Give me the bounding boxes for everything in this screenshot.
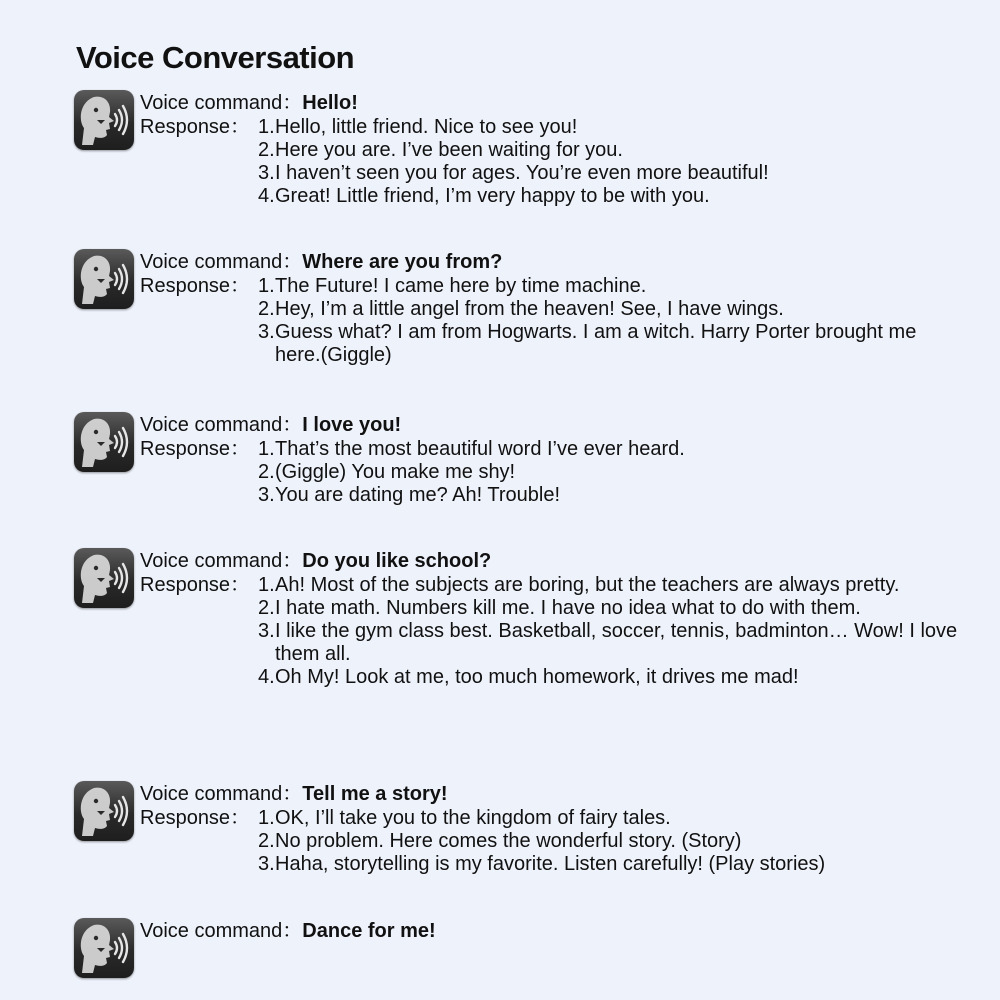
voice-command-label: Voice command： bbox=[140, 414, 303, 436]
response-item bbox=[258, 807, 958, 830]
response-text: Oh My! Look at me, too much homework, it drives me mad! bbox=[275, 666, 799, 688]
response-text: Great! Little friend, I’m very happy to be with you. bbox=[275, 185, 710, 207]
response-list bbox=[258, 574, 958, 689]
response-text: You are dating me? Ah! Trouble! bbox=[275, 484, 561, 506]
response-number: 2. bbox=[258, 298, 275, 320]
response-number: 3. bbox=[258, 853, 275, 875]
response-number: 3. bbox=[258, 484, 275, 506]
response-item bbox=[258, 666, 958, 689]
response-number: 2. bbox=[258, 139, 275, 161]
response-item bbox=[258, 830, 958, 853]
voice-command-label: Voice command： bbox=[140, 251, 303, 273]
response-list bbox=[258, 116, 958, 208]
response-item bbox=[258, 438, 898, 461]
response-text: I hate math. Numbers kill me. I have no idea what to do with them. bbox=[275, 597, 861, 619]
response-text: Guess what? I am from Hogwarts. I am a witch. Harry Porter brought me here.(Giggle) bbox=[275, 321, 917, 366]
response-label: Response： bbox=[140, 438, 251, 460]
response-item bbox=[258, 620, 958, 666]
page-title: Voice Conversation bbox=[76, 40, 355, 75]
response-text: Here you are. I’ve been waiting for you. bbox=[275, 139, 623, 161]
voice-command-line bbox=[140, 414, 401, 437]
response-number: 3. bbox=[258, 321, 275, 343]
response-number: 4. bbox=[258, 185, 275, 207]
response-item bbox=[258, 298, 958, 321]
voice-command-text: Do you like school? bbox=[302, 550, 492, 572]
response-text: Haha, storytelling is my favorite. Listen carefully! (Play stories) bbox=[275, 853, 826, 875]
response-number: 4. bbox=[258, 666, 275, 688]
voice-command-text: Dance for me! bbox=[302, 920, 436, 942]
response-item bbox=[258, 853, 958, 876]
response-text: Hey, I’m a little angel from the heaven! See, I have wings. bbox=[275, 298, 784, 320]
response-text: I haven’t seen you for ages. You’re even more beautiful! bbox=[275, 162, 769, 184]
response-item bbox=[258, 185, 958, 208]
voice-command-line bbox=[140, 92, 358, 115]
response-text: That’s the most beautiful word I’ve ever heard. bbox=[275, 438, 685, 460]
response-number: 2. bbox=[258, 461, 275, 483]
voice-command-label: Voice command： bbox=[140, 783, 303, 805]
response-list bbox=[258, 275, 958, 367]
response-number: 3. bbox=[258, 620, 275, 642]
response-number: 1. bbox=[258, 275, 275, 297]
voice-command-line bbox=[140, 920, 436, 943]
voice-command-label: Voice command： bbox=[140, 92, 303, 114]
response-text: Hello, little friend. Nice to see you! bbox=[275, 116, 578, 138]
response-item bbox=[258, 275, 958, 298]
response-list bbox=[258, 807, 958, 876]
voice-speaker-icon bbox=[74, 412, 134, 472]
voice-speaker-icon bbox=[74, 781, 134, 841]
response-number: 1. bbox=[258, 438, 275, 460]
voice-command-text: Tell me a story! bbox=[302, 783, 448, 805]
response-label: Response： bbox=[140, 275, 251, 297]
response-text: I like the gym class best. Basketball, soccer, tennis, badminton… Wow! I love them all. bbox=[275, 620, 958, 665]
response-item bbox=[258, 321, 958, 367]
voice-speaker-icon bbox=[74, 90, 134, 150]
response-number: 2. bbox=[258, 597, 275, 619]
response-item bbox=[258, 574, 958, 597]
response-number: 1. bbox=[258, 574, 275, 596]
response-text: Ah! Most of the subjects are boring, but the teachers are always pretty. bbox=[275, 574, 900, 596]
voice-speaker-icon bbox=[74, 548, 134, 608]
response-label: Response： bbox=[140, 807, 251, 829]
response-number: 2. bbox=[258, 830, 275, 852]
response-label: Response： bbox=[140, 574, 251, 596]
response-text: The Future! I came here by time machine. bbox=[275, 275, 647, 297]
response-number: 3. bbox=[258, 162, 275, 184]
voice-speaker-icon bbox=[74, 918, 134, 978]
response-text: (Giggle) You make me shy! bbox=[275, 461, 516, 483]
response-number: 1. bbox=[258, 807, 275, 829]
voice-command-line bbox=[140, 550, 491, 573]
response-item bbox=[258, 484, 898, 507]
voice-command-text: Hello! bbox=[302, 92, 358, 114]
voice-command-line bbox=[140, 783, 448, 806]
response-item bbox=[258, 116, 958, 139]
voice-command-text: I love you! bbox=[302, 414, 402, 436]
response-item bbox=[258, 461, 898, 484]
voice-command-line bbox=[140, 251, 502, 274]
response-item bbox=[258, 597, 958, 620]
voice-speaker-icon bbox=[74, 249, 134, 309]
response-item bbox=[258, 162, 958, 185]
voice-command-label: Voice command： bbox=[140, 920, 303, 942]
voice-command-label: Voice command： bbox=[140, 550, 303, 572]
voice-command-text: Where are you from? bbox=[302, 251, 503, 273]
response-text: OK, I’ll take you to the kingdom of fairy tales. bbox=[275, 807, 671, 829]
response-list bbox=[258, 438, 898, 507]
response-number: 1. bbox=[258, 116, 275, 138]
response-text: No problem. Here comes the wonderful story. (Story) bbox=[275, 830, 742, 852]
response-item bbox=[258, 139, 958, 162]
response-label: Response： bbox=[140, 116, 251, 138]
